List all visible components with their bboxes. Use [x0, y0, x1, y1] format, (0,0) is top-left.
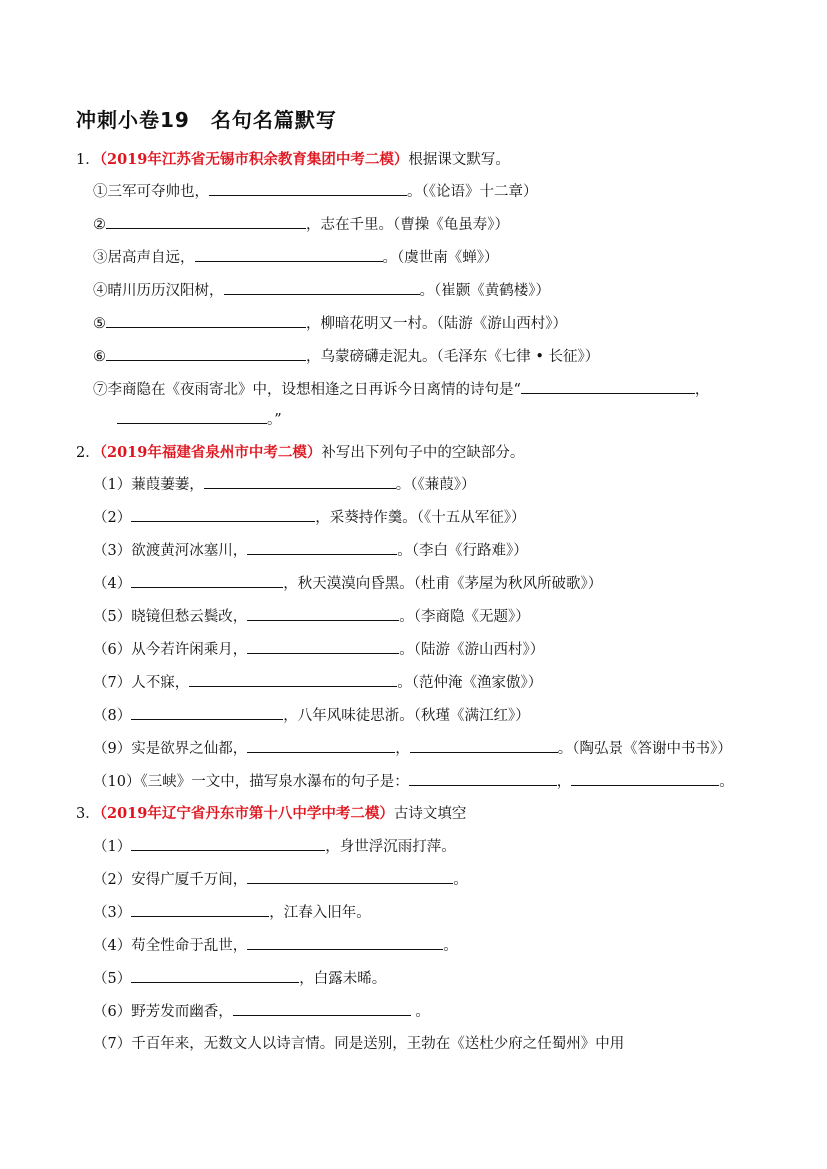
answer-blank[interactable] — [209, 181, 407, 196]
answer-blank[interactable] — [247, 606, 399, 621]
answer-blank[interactable] — [195, 247, 383, 262]
question-item: ④晴川历历汉阳树， 。（崔颢《黄鹤楼》） — [93, 280, 550, 301]
question-item: （8） ，八年风味徒思浙。（秋瑾《满江红》） — [93, 705, 530, 726]
question-item: （10）《三峡》一文中，描写泉水瀑布的句子是： ， 。 — [93, 771, 734, 792]
question-item: ①三军可夺帅也， 。（《论语》十二章） — [93, 181, 538, 202]
answer-blank[interactable] — [106, 214, 306, 229]
answer-blank[interactable] — [247, 639, 399, 654]
question-item: （4）苟全性命于乱世， 。 — [93, 935, 458, 956]
question-item: （5）晓镜但愁云鬓改， 。（李商隐《无题》） — [93, 606, 530, 627]
page-title: 冲刺小卷19 名句名篇默写 — [76, 108, 337, 132]
question-item: （2）安得广厦千万间， 。 — [93, 869, 468, 890]
question-item: ⑥ ，乌蒙磅礴走泥丸。（毛泽东《七律 • 长征》） — [93, 346, 599, 367]
question-number: 2． — [76, 445, 100, 461]
question-instruction: 根据课文默写。 — [408, 152, 510, 168]
answer-blank[interactable] — [131, 902, 269, 917]
question-item: （9）实是欲界之仙都， ， 。（陶弘景《答谢中书书》） — [93, 738, 732, 759]
question-item: （5） ，白露未晞。 — [93, 968, 386, 989]
answer-blank[interactable] — [247, 935, 443, 950]
answer-blank[interactable] — [131, 507, 315, 522]
question-item: （4） ，秋天漠漠向昏黑。（杜甫《茅屋为秋风所破歌》） — [93, 573, 602, 594]
answer-blank[interactable] — [131, 968, 299, 983]
question-item: （6）从今若许闲乘月， 。（陆游《游山西村》） — [93, 639, 544, 660]
question-item: ⑤ ，柳暗花明又一村。（陆游《游山西村》） — [93, 313, 567, 334]
answer-blank[interactable] — [131, 705, 283, 720]
question-2-header — [76, 443, 524, 463]
answer-blank[interactable] — [117, 409, 267, 424]
question-item: （3） ，江春入旧年。 — [93, 902, 371, 923]
answer-blank[interactable] — [409, 771, 557, 786]
question-number: 3． — [76, 806, 100, 822]
question-item: （7）千百年来，无数文人以诗言情。同是送别，王勃在《送杜少府之任蜀州》中用 — [93, 1036, 625, 1052]
question-item: （7）人不寐， 。（范仲淹《渔家傲》） — [93, 672, 542, 693]
answer-blank[interactable] — [233, 1001, 411, 1016]
answer-blank[interactable] — [189, 672, 397, 687]
question-instruction: 补写出下列句子中的空缺部分。 — [321, 445, 525, 461]
question-source: （2019年辽宁省丹东市第十八中学中考二模） — [99, 805, 394, 822]
question-item-continuation: 。” — [117, 409, 282, 430]
question-item: （6）野芳发而幽香， 。 — [93, 1001, 430, 1022]
question-item: ② ，志在千里。（曹操《龟虽寿》） — [93, 214, 509, 235]
question-item: （3）欲渡黄河冰塞川， 。（李白《行路难》） — [93, 540, 528, 561]
question-instruction: 古诗文填空 — [393, 806, 467, 822]
question-source: （2019年福建省泉州市中考二模） — [99, 444, 322, 461]
answer-blank[interactable] — [410, 738, 558, 753]
answer-blank[interactable] — [521, 379, 695, 394]
answer-blank[interactable] — [247, 738, 395, 753]
answer-blank[interactable] — [224, 280, 420, 295]
answer-blank[interactable] — [571, 771, 719, 786]
answer-blank[interactable] — [247, 869, 453, 884]
question-1-header — [76, 150, 510, 170]
question-item: （1）蒹葭萋萋， 。（《蒹葭》） — [93, 474, 475, 495]
question-3-header — [76, 804, 466, 824]
question-item: （1） ，身世浮沉雨打萍。 — [93, 836, 456, 857]
question-item: ⑦李商隐在《夜雨寄北》中，设想相逢之日再诉今日离情的诗句是“ ， — [93, 379, 709, 400]
question-item: （2） ，采葵持作羹。（《十五从军征》） — [93, 507, 525, 528]
answer-blank[interactable] — [106, 346, 306, 361]
question-source: （2019年江苏省无锡市积余教育集团中考二模） — [99, 151, 409, 168]
answer-blank[interactable] — [247, 540, 397, 555]
answer-blank[interactable] — [131, 573, 283, 588]
answer-blank[interactable] — [106, 313, 306, 328]
question-item: ③居高声自远， 。（虞世南《蝉》） — [93, 247, 499, 268]
answer-blank[interactable] — [204, 474, 396, 489]
question-number: 1． — [76, 152, 100, 168]
answer-blank[interactable] — [131, 836, 325, 851]
